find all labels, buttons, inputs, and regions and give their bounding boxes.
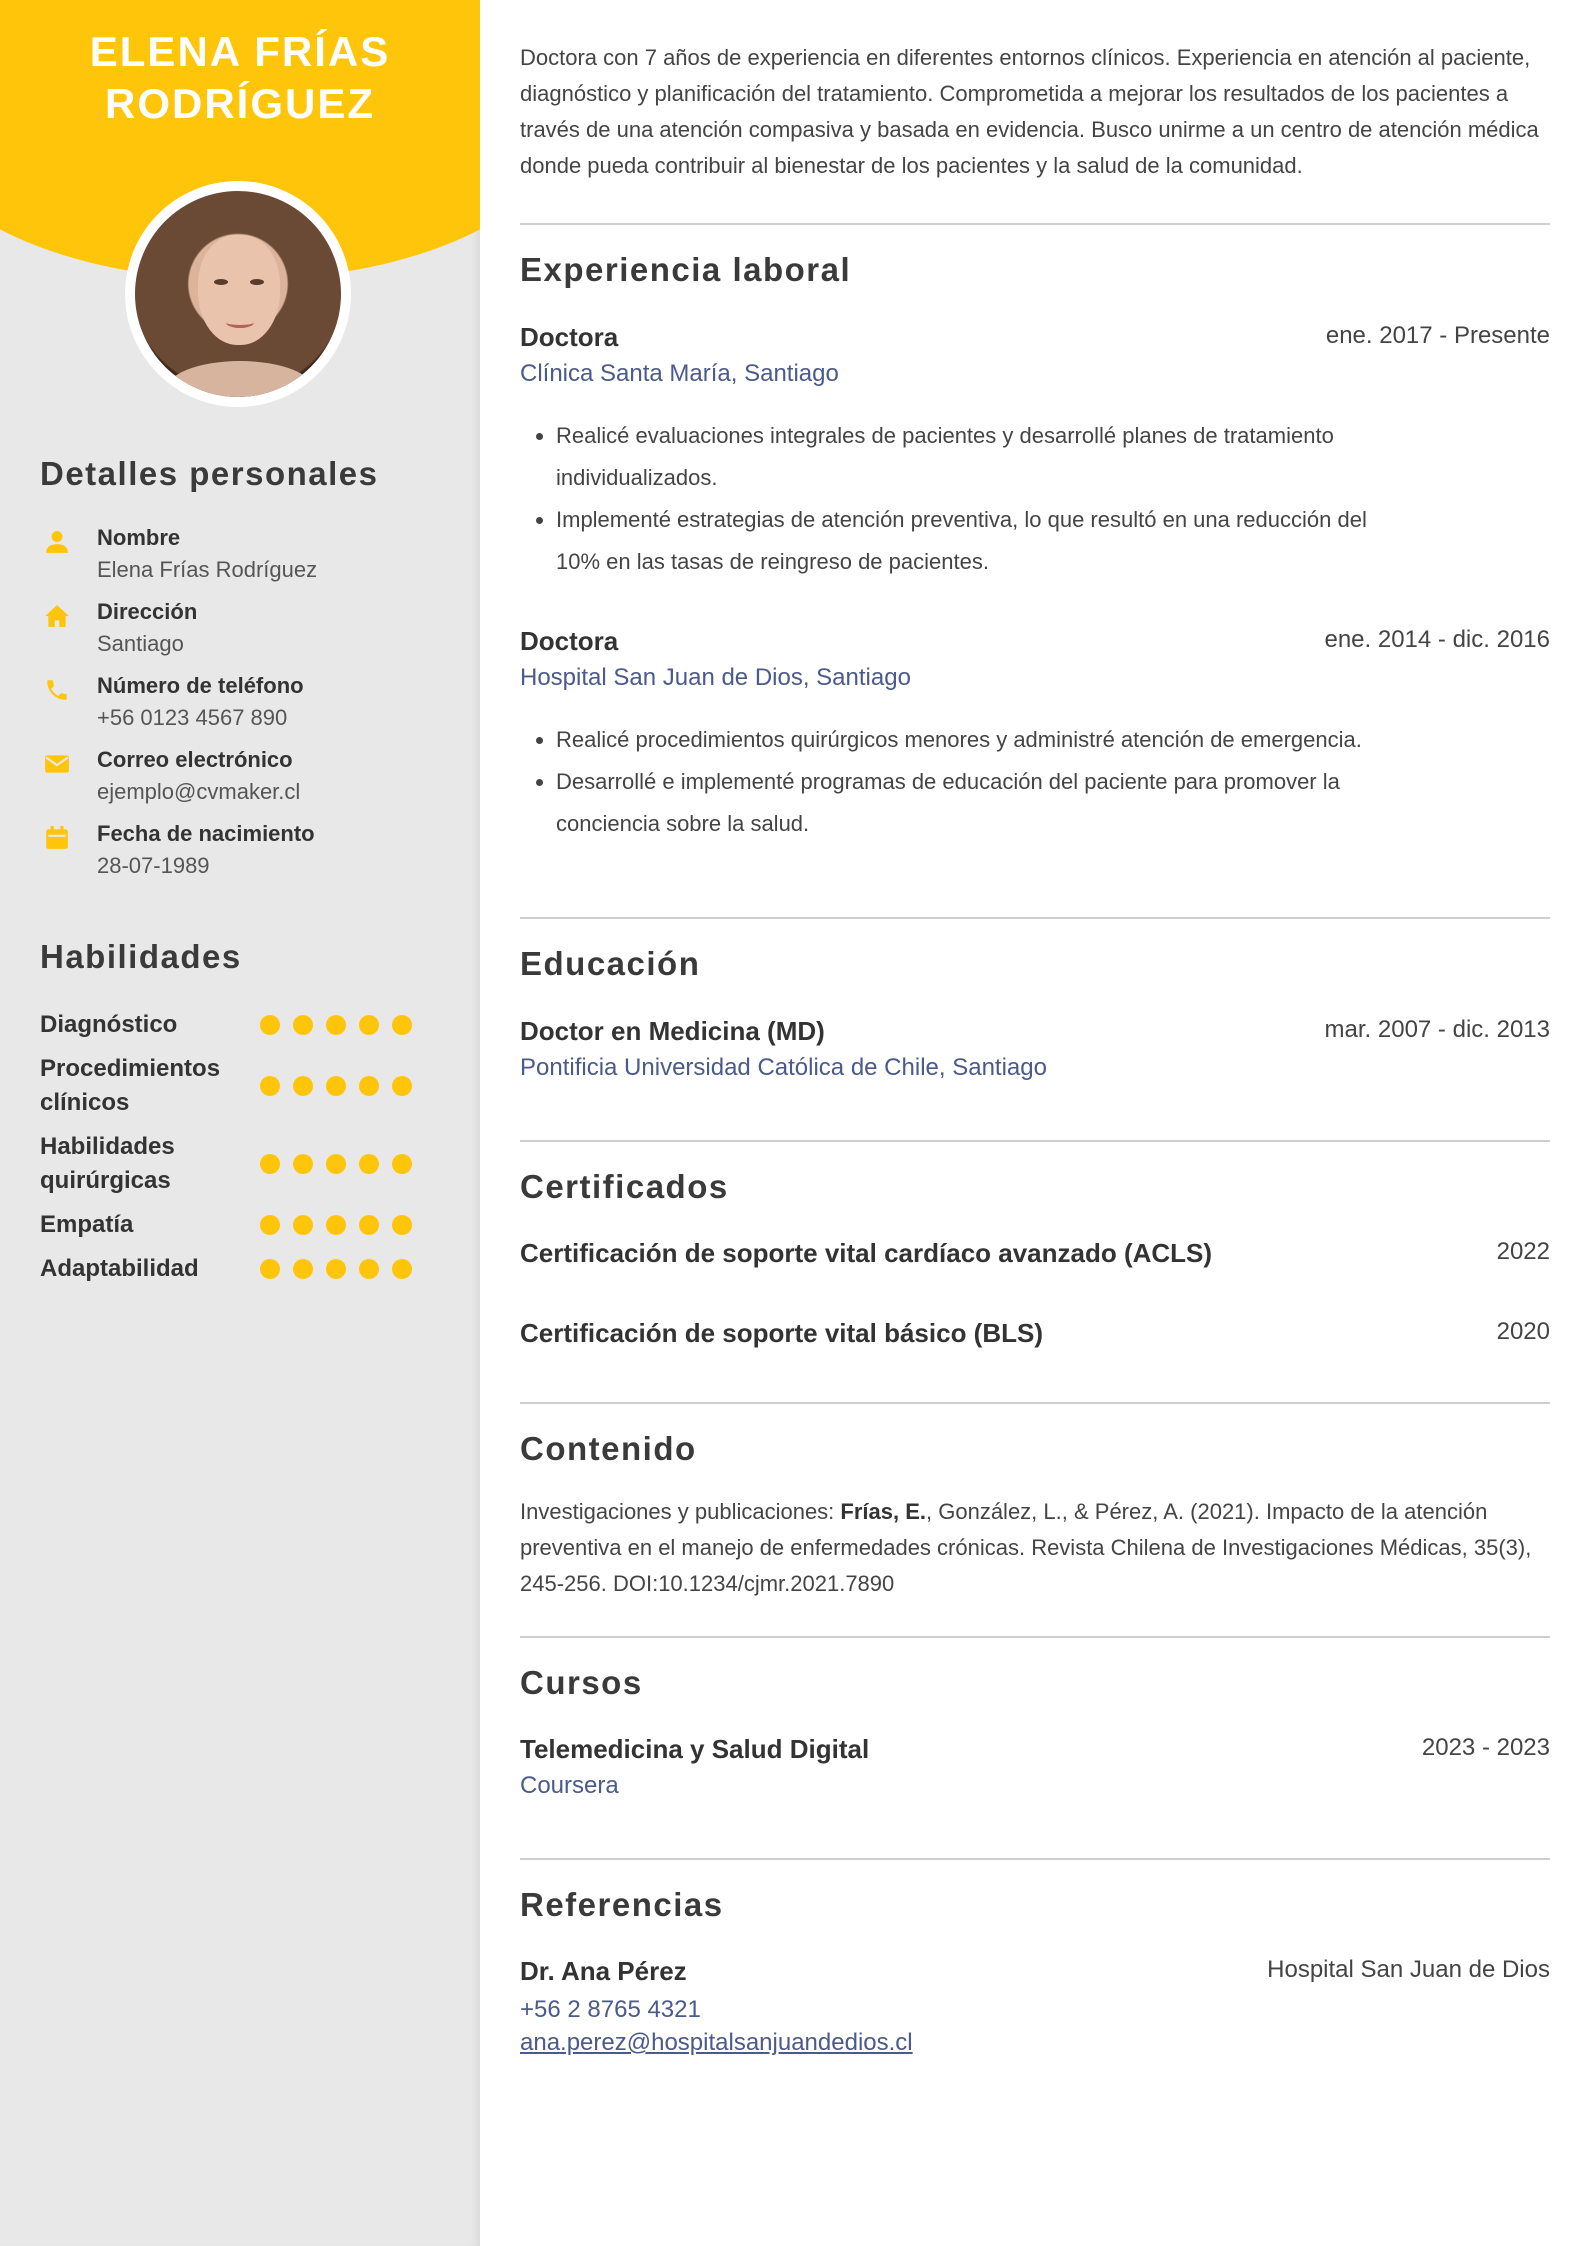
skill-name: Habilidades quirúrgicas [40,1133,175,1194]
job-organization: Clínica Santa María, Santiago [520,360,839,387]
detail-label: Número de teléfono [97,673,304,698]
skill-name: Adaptabilidad [40,1255,199,1282]
reference-phone: +56 2 8765 4321 [520,1996,701,2023]
skill-level-dots [260,1259,412,1279]
job-organization: Hospital San Juan de Dios, Santiago [520,664,911,691]
sidebar [0,0,480,2246]
education-title: Educación [520,945,701,982]
certificate-year: 2020 [1496,1318,1550,1345]
divider [520,917,1550,919]
detail-value: 28-07-1989 [97,853,210,878]
detail-phone [40,673,460,737]
reference-email-link[interactable]: ana.perez@hospitalsanjuandedios.cl [520,2029,913,2056]
reference-name: Dr. Ana Pérez [520,1956,687,1986]
divider [520,223,1550,225]
references-title: Referencias [520,1886,724,1923]
bullet-item: • Realicé procedimientos quirúrgicos menores y administré atención de emergencia. [556,719,1396,761]
detail-email [40,747,460,811]
calendar-icon [44,825,70,851]
bullet-item: • Desarrollé e implementé programas de educación del paciente para promover la conciencia sobre la salud. [556,761,1396,845]
divider [520,1402,1550,1404]
job-date: ene. 2014 - dic. 2016 [1324,626,1550,653]
certificate-name: Certificación de soporte vital cardíaco avanzado (ACLS) [520,1238,1213,1268]
person-icon [44,529,70,555]
photo-image [135,191,341,397]
job-role: Doctora [520,626,619,656]
degree-name: Doctor en Medicina (MD) [520,1016,825,1046]
course-name: Telemedicina y Salud Digital [520,1734,870,1764]
skill-level-dots [260,1154,412,1174]
certificate-name: Certificación de soporte vital básico (BLS) [520,1318,1043,1348]
divider [520,1636,1550,1638]
job-role: Doctora [520,322,619,352]
divider [520,1858,1550,1860]
personal-details-title: Detalles personales [40,455,379,492]
mail-icon [44,751,70,777]
detail-label: Correo electrónico [97,747,293,772]
skill-name: Empatía [40,1211,134,1238]
school-name: Pontificia Universidad Católica de Chile, Santiago [520,1054,1047,1081]
job-date: ene. 2017 - Presente [1325,322,1550,349]
name-line-1: ELENA FRÍAS [89,28,391,75]
skills-title: Habilidades [40,938,242,975]
course-provider: Coursera [520,1772,619,1799]
courses-title: Cursos [520,1664,643,1701]
detail-name [40,525,460,589]
detail-label: Dirección [97,599,198,624]
detail-birthdate [40,821,460,885]
skill-level-dots [260,1215,412,1235]
full-name [0,26,480,130]
detail-label: Nombre [97,525,181,550]
skill-level-dots [260,1015,412,1035]
publication-author: Frías, E. [840,1499,927,1524]
home-icon [44,603,70,629]
detail-value: ejemplo@cvmaker.cl [97,779,301,804]
skill-level-dots [260,1076,412,1096]
skill-name: Diagnóstico [40,1011,178,1038]
job-bullets [520,719,1396,845]
education-date: mar. 2007 - dic. 2013 [1324,1016,1550,1043]
certificates-title: Certificados [520,1168,729,1205]
detail-address [40,599,460,663]
course-date: 2023 - 2023 [1421,1734,1550,1761]
phone-icon [44,677,70,703]
experience-title: Experiencia laboral [520,251,852,288]
profile-photo [125,181,351,407]
skill-name: Procedimientos clínicos [40,1055,221,1116]
detail-value: +56 0123 4567 890 [97,705,288,730]
job-bullets [520,415,1396,583]
certificate-year: 2022 [1496,1238,1550,1265]
content-title: Contenido [520,1430,697,1467]
bullet-item: • Realicé evaluaciones integrales de pacientes y desarrollé planes de tratamiento individualizados. [556,415,1396,499]
bullet-item: • Implementé estrategias de atención preventiva, lo que resultó en una reducción del 10% en las tasas de reingreso de pacientes. [556,499,1396,583]
reference-organization: Hospital San Juan de Dios [1267,1956,1550,1983]
name-line-2: RODRÍGUEZ [105,80,375,127]
detail-value: Elena Frías Rodríguez [97,557,318,582]
profile-summary: Doctora con 7 años de experiencia en diferentes entornos clínicos. Experiencia en atención al paciente, diagnóstico y planificación del tratamiento. Comprometida a mejorar los resultados de los pacientes a través de una atención compasiva y basada en evidencia. Busco unirme a un centro de atención médica donde pueda contribuir al bienestar de los pacientes y la salud de la comunidad. [520,45,1539,178]
divider [520,1140,1550,1142]
detail-label: Fecha de nacimiento [97,821,315,846]
detail-value: Santiago [97,631,184,656]
